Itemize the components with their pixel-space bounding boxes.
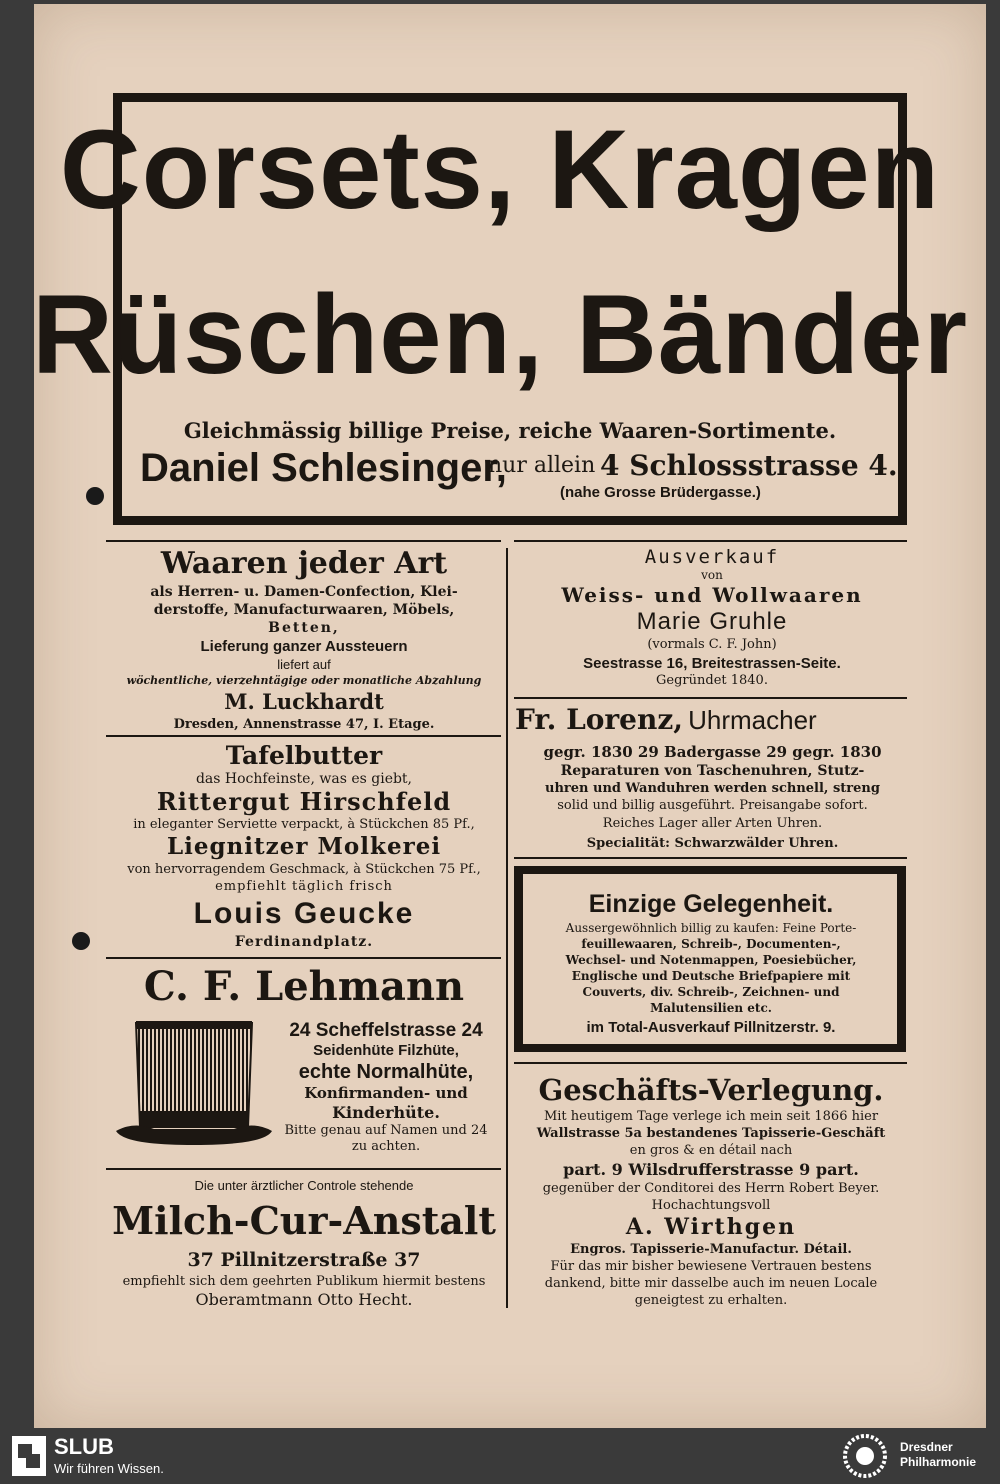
luckhardt-name: M. Luckhardt [224, 689, 384, 714]
lehmann-line: zu achten. [351, 1139, 421, 1154]
gelegenheit-line: Malutensilien etc. [650, 1001, 772, 1015]
lehmann-line: Seidenhüte Filzhüte, [313, 1042, 459, 1059]
header-tagline: Gleichmässig billige Preise, reiche Waaren-Sortimente. [183, 418, 837, 443]
lorenz-line: Reiches Lager aller Arten Uhren. [602, 816, 823, 831]
lehmann-address: 24 Scheffelstrasse 24 [289, 1020, 483, 1041]
ad-milch [104, 1177, 504, 1310]
luckhardt-line: Betten, [268, 620, 340, 636]
lorenz-line: Specialität: Schwarzwälder Uhren. [586, 836, 839, 851]
gruhle-goods: Weiss- und Wollwaaren [561, 583, 863, 607]
divider [106, 540, 501, 542]
slub-logo-icon [12, 1436, 46, 1476]
ad-verlegung [512, 1072, 910, 1309]
luckhardt-line: Lieferung ganzer Aussteuern [200, 638, 408, 655]
punch-hole [72, 932, 90, 950]
divider [514, 857, 907, 859]
geucke-line: empfiehlt täglich frisch [215, 879, 393, 894]
headline-line1: Corsets, Kragen [59, 107, 941, 232]
luckhardt-line: als Herren- u. Damen-Confection, Klei- [150, 584, 458, 600]
verlegung-title: Geschäfts-Verlegung. [538, 1073, 884, 1107]
lehmann-line: echte Normalhüte, [298, 1061, 474, 1083]
lorenz-line: Reparaturen von Taschenuhren, Stutz- [560, 763, 865, 779]
gelegenheit-line: Englische und Deutsche Briefpapiere mit [571, 969, 851, 983]
milch-line: empfiehlt sich dem geehrten Publikum hiermit bestens [122, 1274, 486, 1289]
luckhardt-address: Dresden, Annenstrasse 47, I. Etage. [173, 717, 435, 732]
philharmonie-line1: Dresdner [900, 1440, 953, 1454]
geucke-brand: Liegnitzer Molkerei [166, 833, 442, 860]
top-hat-illustration [114, 1015, 274, 1150]
verlegung-line: Hochachtungsvoll [651, 1198, 771, 1213]
ad-geucke [104, 741, 504, 951]
lehmann-line: Kinderhüte. [332, 1103, 440, 1122]
footer-bar [0, 1428, 1000, 1484]
gelegenheit-line: feuillewaaren, Schreib-, Documenten-, [581, 937, 841, 951]
geucke-line: das Hochfeinste, was es giebt, [195, 771, 413, 787]
divider [514, 697, 907, 699]
gruhle-title: Ausverkauf [644, 546, 780, 568]
header-address: 4 Schlossstrasse 4. [600, 449, 898, 482]
luckhardt-line: derstoffe, Manufacturwaaren, Möbels, [153, 602, 455, 618]
lehmann-line: Bitte genau auf Namen und 24 [284, 1123, 488, 1138]
verlegung-line: gegenüber der Conditorei des Herrn Robert Beyer. [542, 1181, 880, 1196]
header-only: nur allein [488, 453, 596, 478]
gruhle-prev: (vormals C. F. John) [647, 637, 777, 652]
geucke-line: in eleganter Serviette verpackt, à Stückchen 85 Pf., [133, 817, 475, 832]
verlegung-line: Mit heutigem Tage verlege ich mein seit 1866 hier [543, 1109, 879, 1124]
slub-name: SLUB [54, 1434, 114, 1459]
divider [106, 1168, 501, 1170]
header-company: Daniel Schlesinger, [140, 446, 507, 490]
verlegung-line: Engros. Tapisserie-Manufactur. Détail. [570, 1242, 852, 1257]
lorenz-name: Fr. Lorenz, [515, 703, 683, 736]
lorenz-line: solid und billig ausgeführt. Preisangabe sofort. [557, 798, 868, 813]
philharmonie-line2: Philharmonie [900, 1455, 977, 1469]
ad-gelegenheit [525, 888, 897, 1040]
lorenz-trade: Uhrmacher [688, 705, 817, 735]
verlegung-line: Für das mir bisher bewiesene Vertrauen bestens [550, 1259, 872, 1274]
gelegenheit-line: Wechsel- und Notenmappen, Poesiebücher, [565, 953, 857, 967]
verlegung-line: part. 9 Wilsdrufferstrasse 9 part. [563, 1160, 859, 1179]
luckhardt-line: liefert auf [277, 657, 331, 672]
gruhle-address: Seestrasse 16, Breitestrassen-Seite. [583, 655, 841, 672]
lehmann-line: Konfirmanden- und [304, 1084, 468, 1102]
ad-lorenz [515, 703, 910, 854]
ad-lehmann [270, 1020, 502, 1155]
milch-line: Die unter ärztlicher Controle stehende [194, 1178, 414, 1193]
verlegung-line: dankend, bitte mir dasselbe auch im neuen Locale [544, 1276, 878, 1291]
lorenz-line: gegr. 1830 29 Badergasse 29 gegr. 1830 [543, 743, 882, 761]
verlegung-name: A. Wirthgen [625, 1214, 797, 1240]
milch-title: Milch-Cur-Anstalt [112, 1198, 496, 1243]
geucke-title: Tafelbutter [225, 741, 383, 770]
verlegung-line: en gros & en détail nach [629, 1143, 793, 1158]
milch-address: 37 Pillnitzerstraße 37 [187, 1249, 421, 1271]
gruhle-founded: Gegründet 1840. [656, 673, 768, 688]
punch-hole [86, 487, 104, 505]
gelegenheit-title: Einzige Gelegenheit. [588, 890, 834, 918]
verlegung-line: geneigtest zu erhalten. [634, 1293, 788, 1308]
headline-line2: Rüschen, Bänder [31, 272, 969, 397]
lorenz-line: uhren und Wanduhren werden schnell, streng [545, 781, 880, 796]
milch-sign: Oberamtmann Otto Hecht. [195, 1290, 413, 1309]
geucke-line: von hervorragendem Geschmack, à Stückchen 75 Pf., [127, 862, 481, 877]
ad-gruhle [512, 546, 912, 689]
lehmann-name: C. F. Lehmann [143, 963, 465, 1010]
divider [106, 957, 501, 959]
divider [514, 1062, 907, 1064]
verlegung-line: Wallstrasse 5a bestandenes Tapisserie-Geschäft [536, 1126, 886, 1141]
gelegenheit-line: im Total-Ausverkauf Pillnitzerstr. 9. [586, 1019, 836, 1036]
gruhle-name: Marie Gruhle [636, 608, 788, 635]
geucke-place: Ferdinandplatz. [234, 934, 374, 950]
divider [514, 540, 907, 542]
gruhle-von: von [701, 568, 723, 582]
header-near: (nahe Grosse Brüdergasse.) [560, 484, 761, 501]
geucke-brand: Rittergut Hirschfeld [156, 787, 452, 816]
geucke-name: Louis Geucke [193, 897, 415, 930]
luckhardt-line: wöchentliche, vierzehntägige oder monatliche Abzahlung [126, 674, 482, 687]
gelegenheit-line: Aussergewöhnlich billig zu kaufen: Feine Porte- [565, 921, 857, 935]
gelegenheit-line: Couverts, div. Schreib-, Zeichnen- und [582, 985, 840, 999]
philharmonie-logo-icon [843, 1434, 887, 1478]
luckhardt-title: Waaren jeder Art [160, 546, 448, 581]
divider [106, 735, 501, 737]
ad-luckhardt [104, 545, 504, 735]
slub-slogan: Wir führen Wissen. [54, 1461, 164, 1476]
column-divider [506, 548, 508, 1308]
